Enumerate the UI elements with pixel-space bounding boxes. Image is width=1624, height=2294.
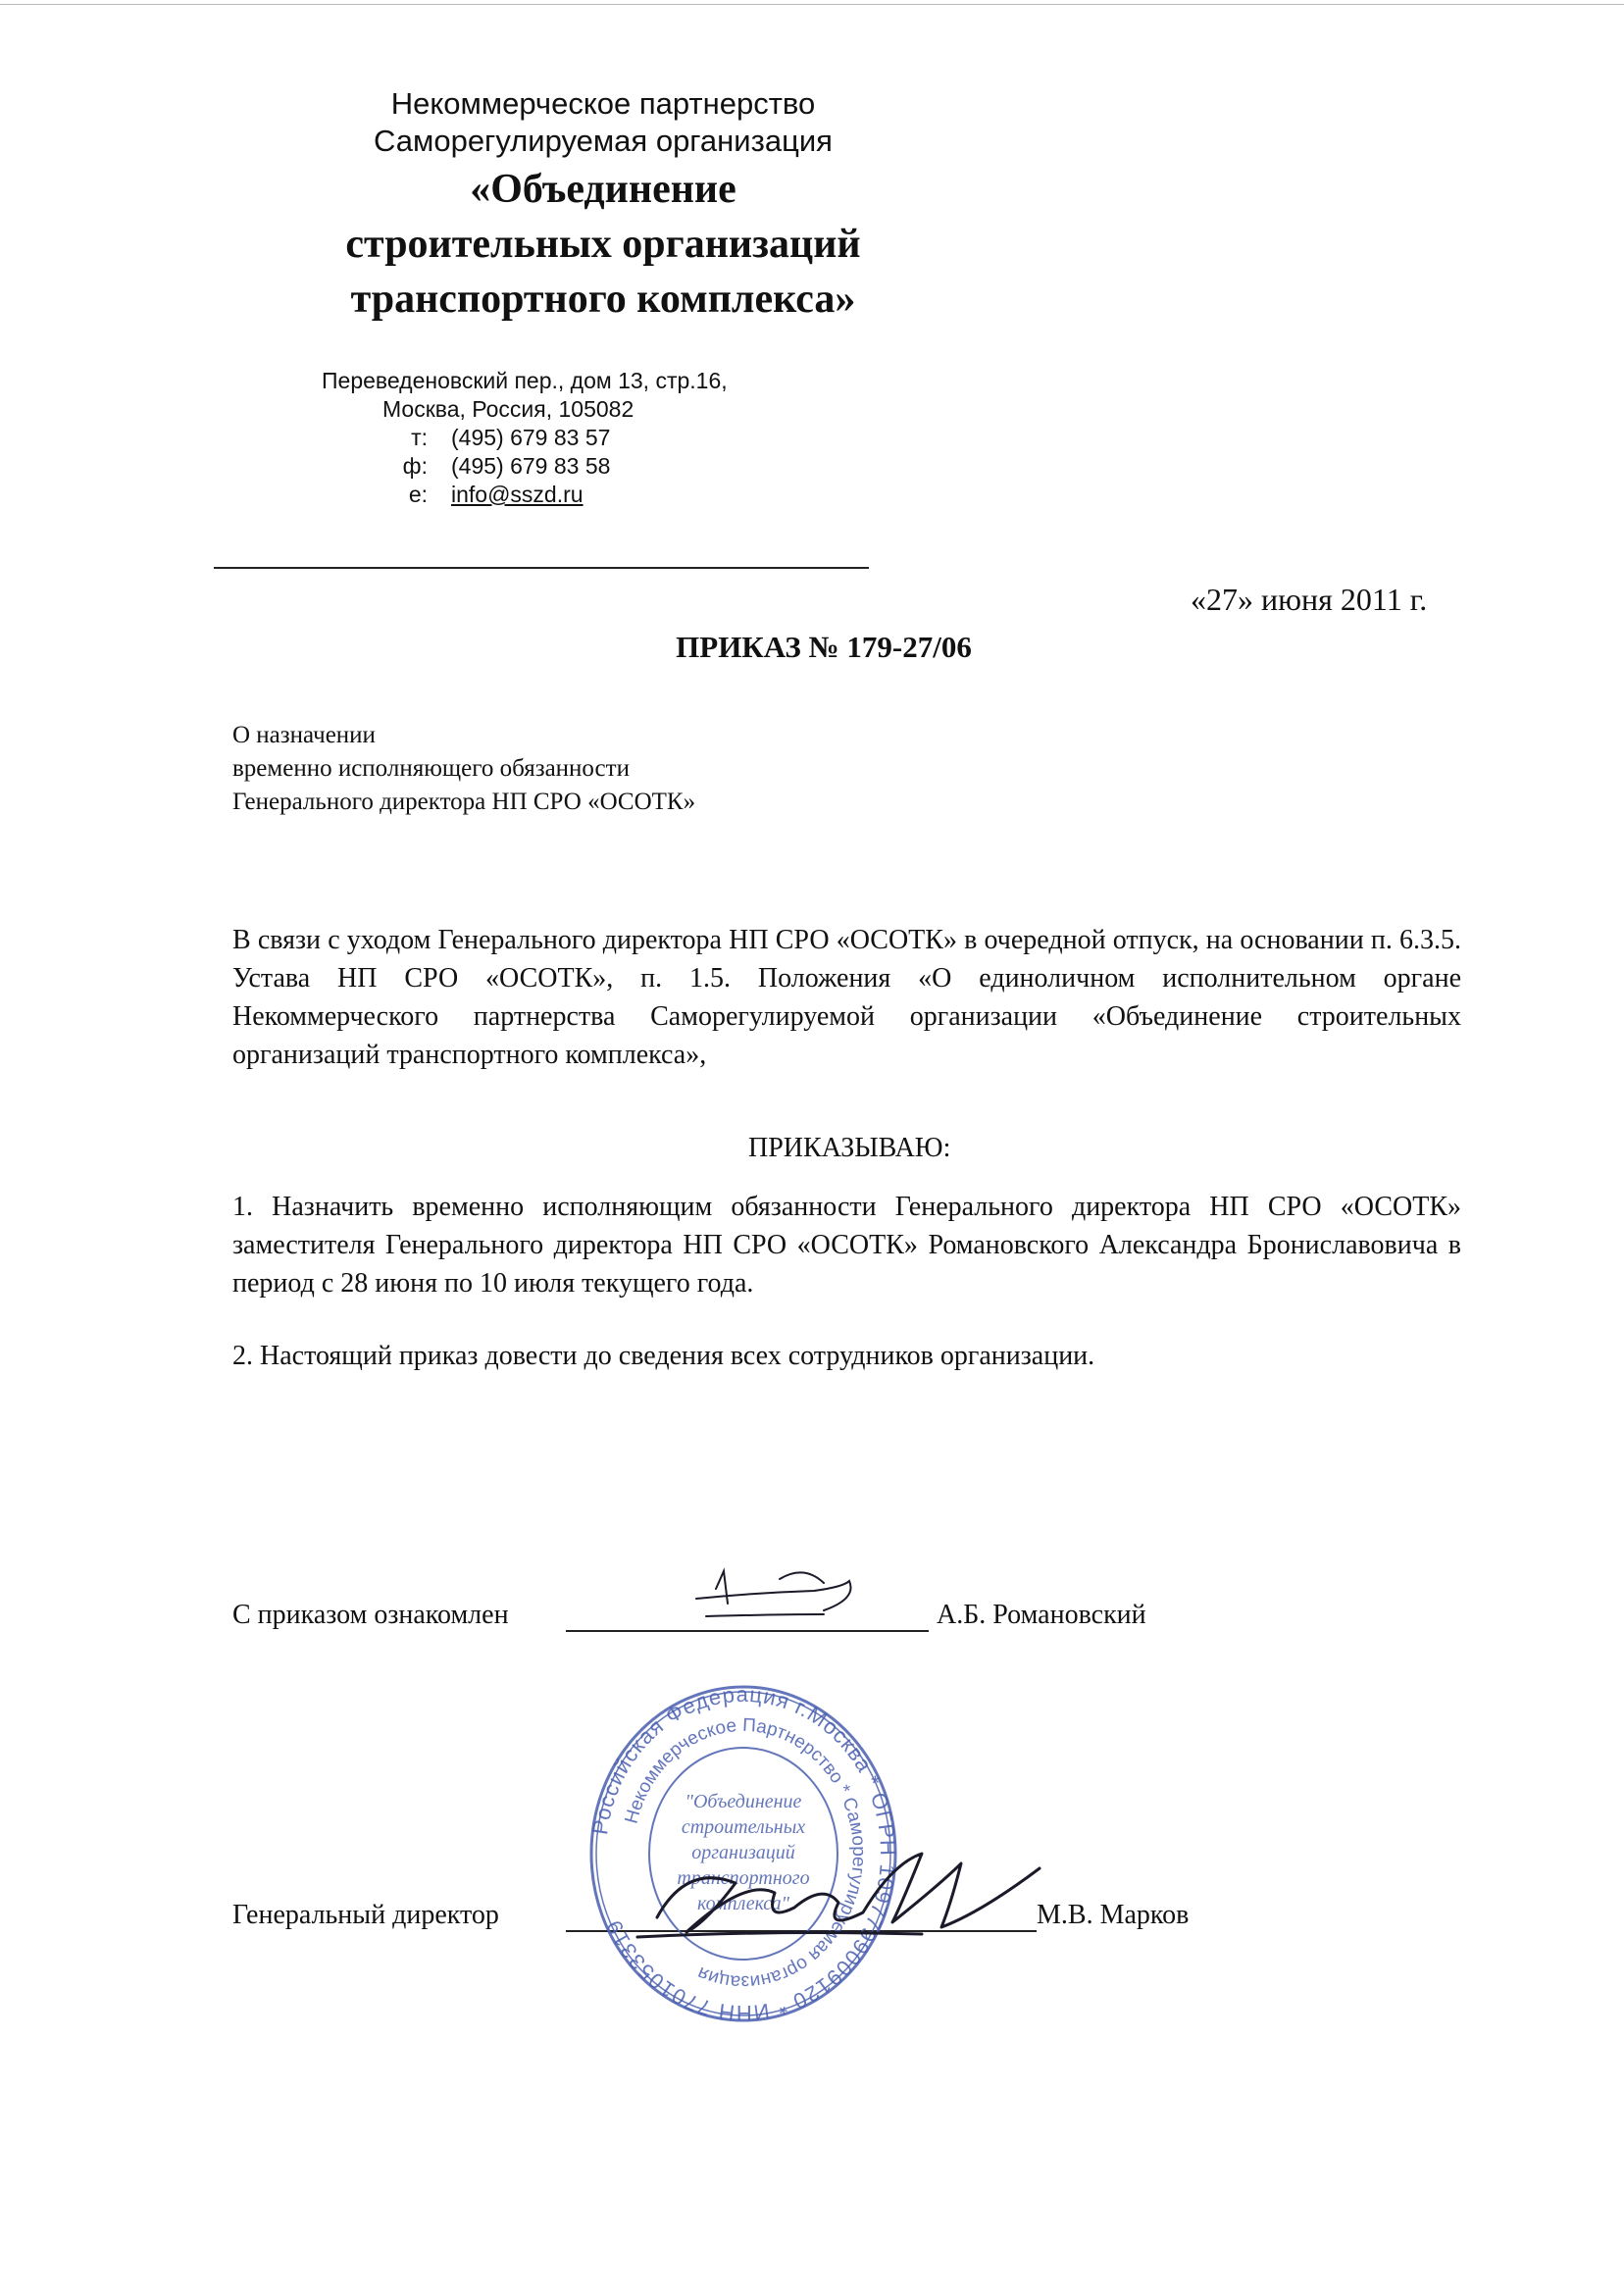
order-title: ПРИКАЗ № 179-27/06 (676, 630, 972, 664)
preamble-paragraph: В связи с уходом Генерального директора НП СРО «ОСОТК» в очередной отпуск, на основании п. 6.3.5. Устава НП СРО «ОСОТК», п. 1.5. Положения «О единоличном исполнительном органе Некоммерческого партнерства Саморегулируемой организации «Объединение строительных организаций транспортного комплекса», (232, 925, 1461, 1070)
svg-text:строительных: строительных (681, 1816, 806, 1838)
org-kind: Саморегулируемая организация (374, 124, 833, 158)
order-subject (232, 719, 695, 819)
ack-signature-scribble (677, 1559, 902, 1638)
letterhead-divider (214, 567, 869, 569)
subject-line-3: Генерального директора НП СРО «ОСОТК» (232, 789, 696, 815)
director-title: Генеральный директор (232, 1900, 499, 1930)
fax-line (388, 452, 610, 481)
org-name-line-1: «Объединение (470, 167, 736, 212)
email-line (388, 481, 584, 509)
email-link[interactable]: info@sszd.ru (451, 482, 584, 507)
subject-line-2: временно исполняющего обязанности (232, 755, 630, 782)
phone-number: (495) 679 83 57 (451, 425, 611, 450)
page-top-border (0, 4, 1624, 5)
order-item-1: 1. Назначить временно исполняющим обязанности Генерального директора НП СРО «ОСОТК» заместителя Генерального директора НП СРО «ОСОТК» Романовского Александра Брониславовича в период с 28 июня по 10 июля текущего года. (232, 1192, 1461, 1299)
director-signature-scribble (628, 1824, 1059, 1971)
org-type: Некоммерческое партнерство (390, 86, 816, 121)
org-name-line-2: строительных организаций (345, 222, 861, 267)
fax-number: (495) 679 83 58 (451, 453, 611, 479)
phone-label: т: (411, 425, 428, 450)
address-line-2: Москва, Россия, 105082 (382, 396, 634, 422)
order-word: ПРИКАЗЫВАЮ: (748, 1133, 951, 1163)
svg-text:организаций: организаций (691, 1842, 795, 1863)
org-name-line-3: транспортного комплекса» (350, 277, 856, 322)
svg-text:Некоммерческое Партнерство * С: Некоммерческое Партнерство * Саморегулируемая организация (621, 1714, 870, 1993)
subject-line-1: О назначении (232, 722, 376, 748)
fax-label: ф: (402, 453, 428, 479)
address-line-1: Переведеновский пер., дом 13, стр.16, (322, 368, 728, 393)
order-item-2: 2. Настоящий приказ довести до сведения всех сотрудников организации. (232, 1341, 1095, 1371)
director-name: М.В. Марков (1037, 1900, 1190, 1930)
ack-name: А.Б. Романовский (937, 1600, 1146, 1630)
svg-text:транспортного: транспортного (677, 1867, 810, 1889)
email-label: e: (408, 482, 428, 507)
order-date: «27» июня 2011 г. (1191, 582, 1428, 617)
phone-line (388, 424, 610, 452)
svg-text:Российская Федерация г.Москва: Российская Федерация г.Москва * ОГРН 1097799009120 * ИНН 7701053319 (587, 1681, 900, 2026)
svg-text:комплекса": комплекса" (696, 1893, 790, 1914)
ack-label: С приказом ознакомлен (232, 1600, 509, 1630)
svg-text:"Объединение: "Объединение (685, 1791, 802, 1812)
